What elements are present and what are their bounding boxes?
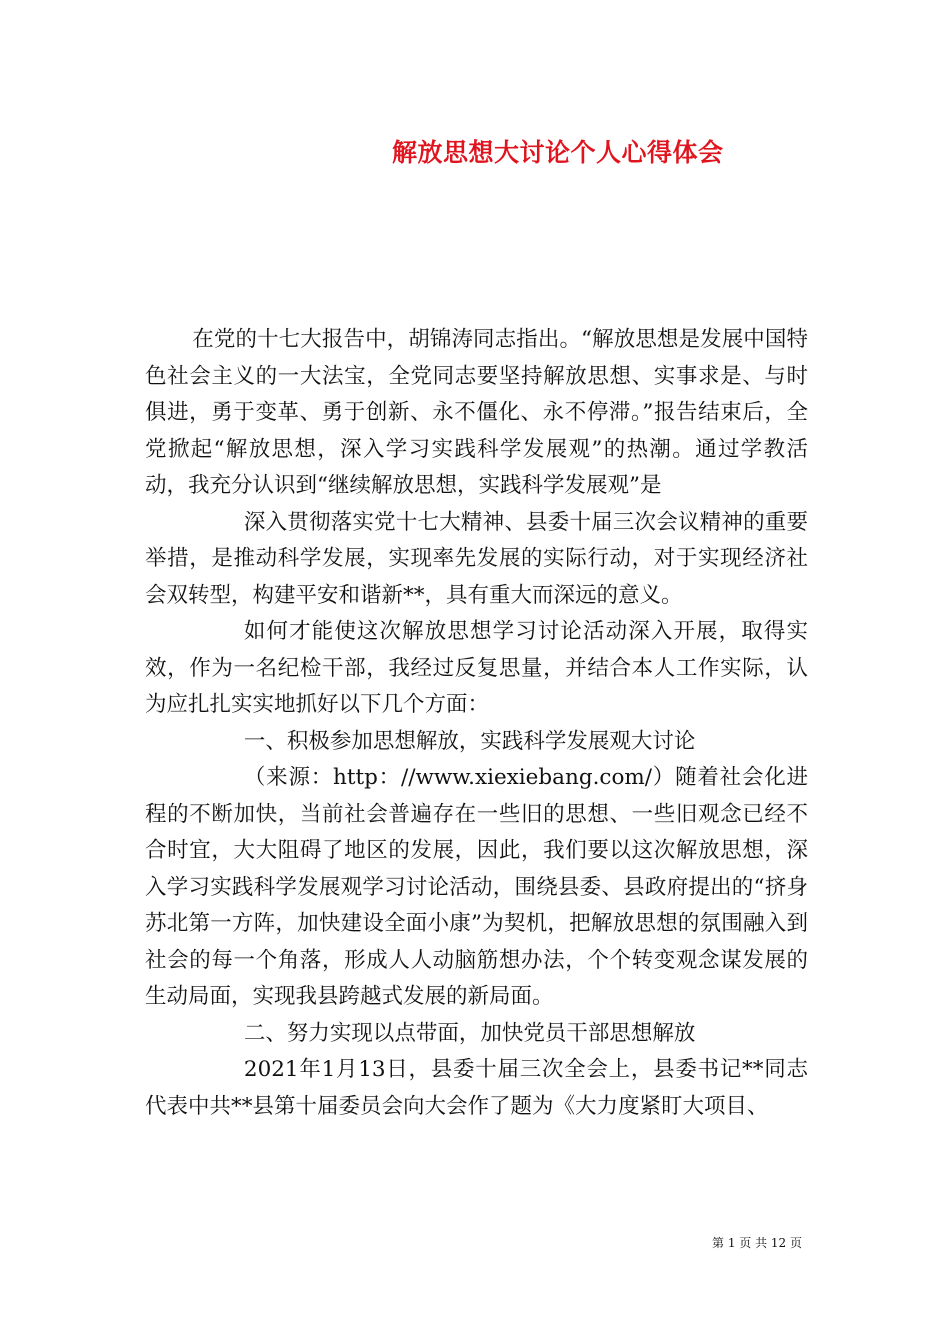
paragraph-significance: 深入贯彻落实党十七大精神、县委十届三次会议精神的重要举措，是推动科学发展，实现率先发展的实际行动，对于实现经济社会双转型，构建平安和谐新**，具有重大而深远的意义。 bbox=[145, 509, 808, 608]
page-number-footer: 第 1 页 共 12 页 bbox=[712, 1236, 802, 1250]
section-heading-2: 二、努力实现以点带面，加快党员干部思想解放 bbox=[243, 1020, 696, 1046]
paragraph-section-2: 2021年1月13日，县委十届三次全会上，县委书记**同志代表中共**县第十届委员会向大会作了题为《大力度紧盯大项目、 bbox=[145, 1057, 808, 1119]
document-title: 解放思想大讨论个人心得体会 bbox=[392, 138, 724, 167]
paragraph-intro: 在党的十七大报告中，胡锦涛同志指出。“解放思想是发展中国特色社会主义的一大法宝，全党同志要坚持解放思想、实事求是、与时俱进，勇于变革、勇于创新、永不僵化、永不停滞。”报告结束后，全党掀起“解放思想，深入学习实践科学发展观”的热潮。通过学教活动，我充分认识到“继续解放思想，实践科学发展观”是 bbox=[145, 327, 808, 498]
section-heading-1: 一、积极参加思想解放，实践科学发展观大讨论 bbox=[243, 728, 696, 754]
paragraph-how-to: 如何才能使这次解放思想学习讨论活动深入开展，取得实效，作为一名纪检干部，我经过反复思量，并结合本人工作实际，认为应扎扎实实地抓好以下几个方面： bbox=[145, 619, 808, 717]
document-body bbox=[145, 322, 808, 1125]
paragraph-section-1: （来源：http：//www.xiexiebang.com/）随着社会化进程的不断加快，当前社会普遍存在一些旧的思想、一些旧观念已经不合时宜，大大阻碍了地区的发展，因此，我们要以这次解放思想，深入学习实践科学发展观学习讨论活动，围绕县委、县政府提出的“挤身苏北第一方阵，加快建设全面小康”为契机，把解放思想的氛围融入到社会的每一个角落，形成人人动脑筋想办法，个个转变观念谋发展的生动局面，实现我县跨越式发展的新局面。 bbox=[145, 765, 808, 1009]
